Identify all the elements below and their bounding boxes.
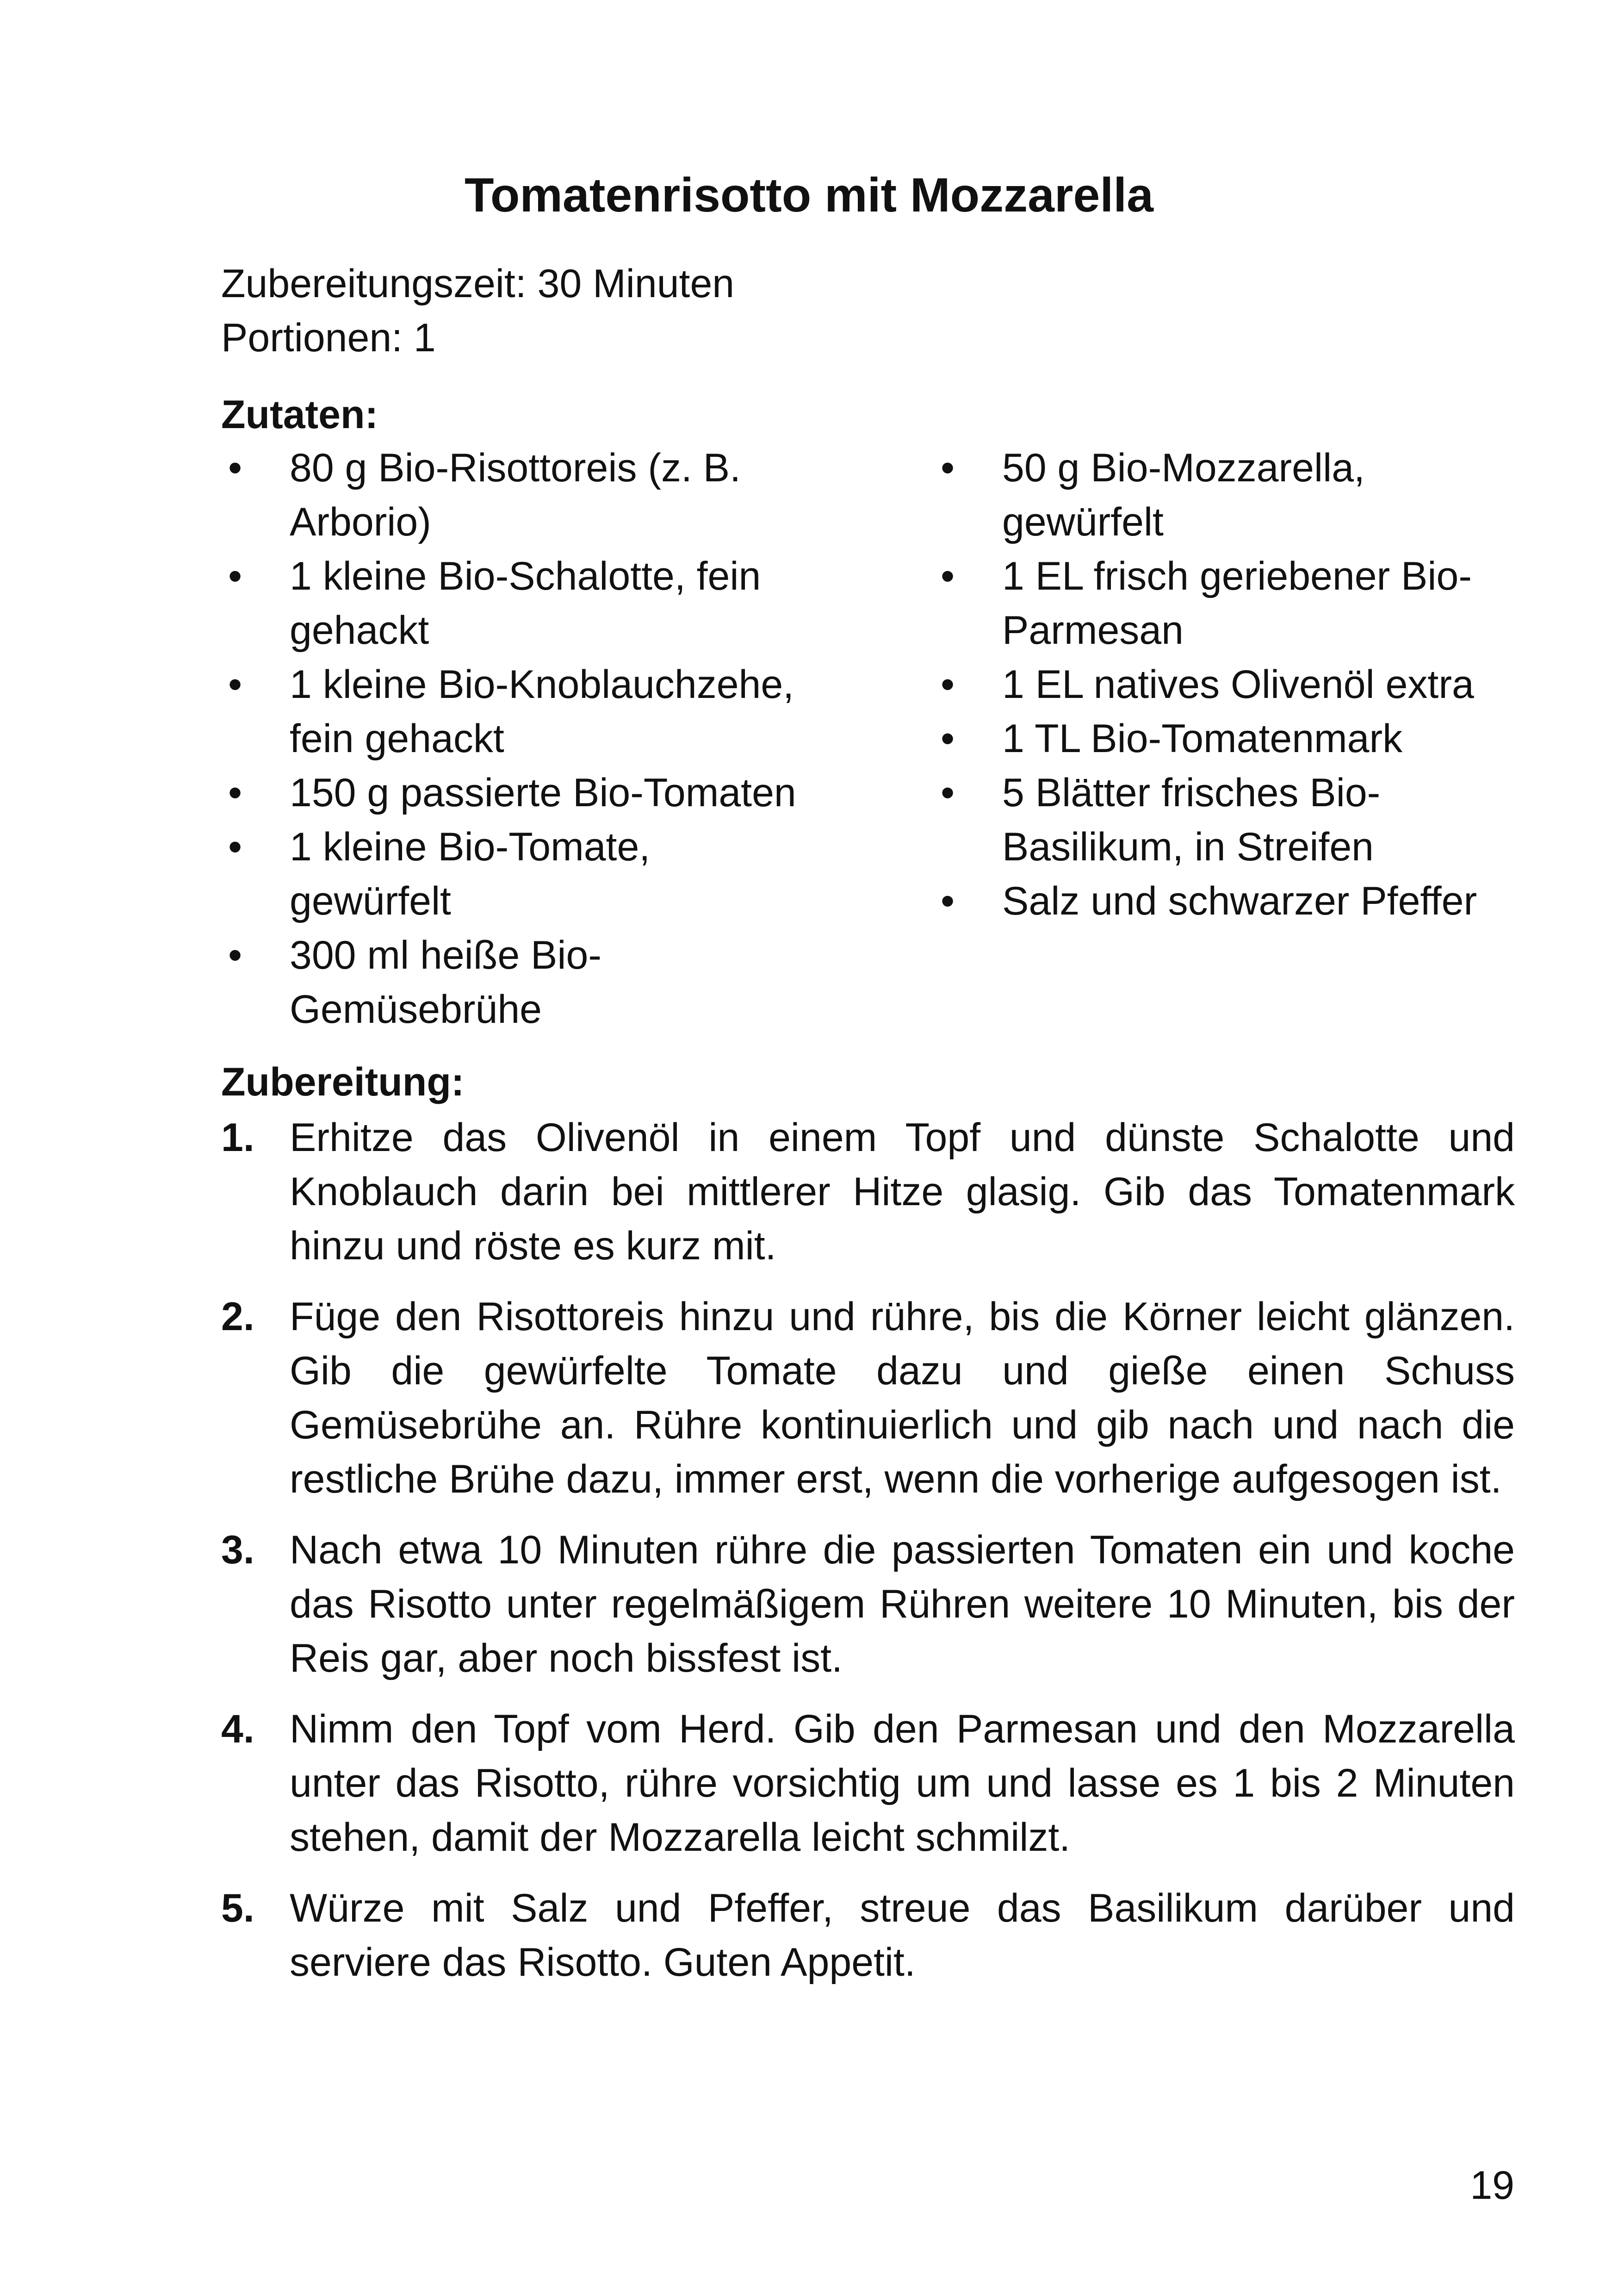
ingredients-list-left	[221, 441, 809, 1037]
ingredient-item: • 150 g passierte Bio-Tomaten	[221, 766, 809, 820]
step-item	[221, 1881, 1515, 1990]
step-text: Nach etwa 10 Minuten rühre die passierten Tomaten ein und koche das Risotto unter regelmäßigem Rühren weitere 10 Minuten, bis der Reis gar, aber noch bissfest ist.	[290, 1528, 1515, 1680]
bullet-icon: •	[940, 771, 955, 815]
ingredient-item: • 1 kleine Bio-Knoblauchzehe, fein gehackt	[221, 658, 809, 766]
step-item	[221, 1111, 1515, 1273]
ingredient-item: • 80 g Bio-Risottoreis (z. B. Arborio)	[221, 441, 809, 549]
step-item	[221, 1290, 1515, 1506]
step-number: 5.	[221, 1886, 254, 1930]
recipe-meta	[221, 257, 734, 365]
page-title: Tomatenrisotto mit Mozzarella	[465, 168, 1153, 222]
ingredients-list-right	[934, 441, 1521, 928]
step-item	[221, 1702, 1515, 1865]
bullet-icon: •	[228, 554, 242, 598]
bullet-icon: •	[940, 879, 955, 923]
step-text: Würze mit Salz und Pfeffer, streue das Basilikum darüber und serviere das Risotto. Guten Appetit.	[290, 1886, 1515, 1985]
bullet-icon: •	[228, 446, 242, 490]
step-text: Nimm den Topf vom Herd. Gib den Parmesan und den Mozzarella unter das Risotto, rühre vorsichtig um und lasse es 1 bis 2 Minuten stehen, damit der Mozzarella leicht schmilzt.	[290, 1707, 1515, 1860]
ingredient-item: • 1 TL Bio-Tomatenmark	[934, 712, 1521, 766]
prep-time: Zubereitungszeit: 30 Minuten	[221, 261, 735, 306]
step-number: 4.	[221, 1707, 254, 1751]
bullet-icon: •	[940, 662, 955, 707]
ingredient-item: • 5 Blätter frisches Bio-Basilikum, in Streifen	[934, 766, 1521, 874]
bullet-icon: •	[228, 662, 242, 707]
ingredient-item: • 1 EL natives Olivenöl extra	[934, 658, 1521, 712]
bullet-icon: •	[940, 716, 955, 761]
step-text: Füge den Risottoreis hinzu und rühre, bis die Körner leicht glänzen. Gib die gewürfelte Tomate dazu und gieße einen Schuss Gemüsebrühe an. Rühre kontinuierlich und gib nach und nach die restliche Brühe dazu, immer erst, wenn die vorherige aufgesogen ist.	[290, 1294, 1515, 1501]
preparation-heading: Zubereitung:	[221, 1060, 465, 1104]
preparation-steps	[221, 1111, 1515, 2006]
bullet-icon: •	[228, 933, 242, 977]
ingredient-item: • Salz und schwarzer Pfeffer	[934, 874, 1521, 928]
servings: Portionen: 1	[221, 316, 436, 360]
ingredient-item: • 1 kleine Bio-Tomate, gewürfelt	[221, 820, 809, 928]
ingredient-item: • 300 ml heiße Bio-Gemüsebrühe	[221, 928, 809, 1037]
page-number: 19	[1470, 2163, 1514, 2208]
bullet-icon: •	[940, 446, 955, 490]
bullet-icon: •	[228, 771, 242, 815]
ingredient-item: • 1 kleine Bio-Schalotte, fein gehackt	[221, 549, 809, 658]
step-text: Erhitze das Olivenöl in einem Topf und dünste Schalotte und Knoblauch darin bei mittlerer Hitze glasig. Gib das Tomatenmark hinzu und röste es kurz mit.	[290, 1115, 1515, 1268]
step-number: 1.	[221, 1115, 254, 1160]
bullet-icon: •	[940, 554, 955, 598]
step-number: 2.	[221, 1294, 254, 1339]
step-number: 3.	[221, 1528, 254, 1572]
step-item	[221, 1523, 1515, 1686]
bullet-icon: •	[228, 825, 242, 869]
ingredients-heading: Zutaten:	[221, 392, 378, 437]
ingredient-item: • 1 EL frisch geriebener Bio-Parmesan	[934, 549, 1521, 658]
ingredient-item: • 50 g Bio-Mozzarella, gewürfelt	[934, 441, 1521, 549]
